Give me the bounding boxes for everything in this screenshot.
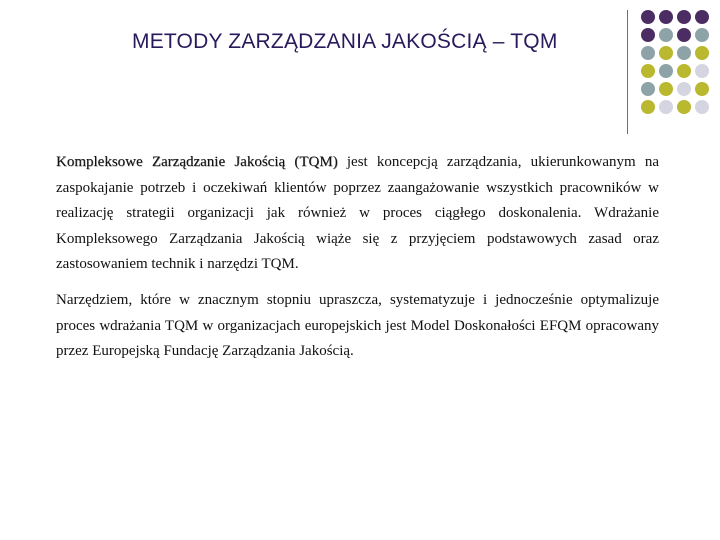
decorative-dot xyxy=(695,46,709,60)
decorative-dot-grid xyxy=(641,10,720,120)
tqm-definition-text: jest koncepcją zarządzania, ukierunkowanym na zaspokajanie potrzeb i oczekiwań klientów poprzez zaangażowanie wszystkich pracowników w realizację strategii organizacji jak również w proces ciągłego doskonalenia. Wdrażanie Kompleksowego Zarządzania Jakością wiąże się z przyjęciem podstawowych zasad oraz zastosowaniem technik i narzędzi TQM. xyxy=(56,154,660,273)
decorative-dot xyxy=(677,28,691,42)
decorative-dot xyxy=(641,46,655,60)
decorative-dot xyxy=(695,10,709,24)
decorative-dot xyxy=(695,100,709,114)
title-divider-line xyxy=(627,10,628,134)
decorative-dot xyxy=(677,100,691,114)
decorative-dot xyxy=(677,46,691,60)
decorative-dot xyxy=(659,28,673,42)
decorative-dot xyxy=(641,64,655,78)
decorative-dot xyxy=(695,64,709,78)
decorative-dot xyxy=(695,28,709,42)
decorative-dot xyxy=(677,10,691,24)
slide-body xyxy=(56,150,659,365)
decorative-dot xyxy=(641,28,655,42)
decorative-dot xyxy=(677,64,691,78)
decorative-dot xyxy=(659,100,673,114)
decorative-dot xyxy=(659,46,673,60)
slide-title: METODY ZARZĄDZANIA JAKOŚCIĄ – TQM xyxy=(132,30,558,53)
decorative-dot xyxy=(677,82,691,96)
decorative-dot xyxy=(659,64,673,78)
decorative-dot xyxy=(659,10,673,24)
tqm-term: Kompleksowe Zarządzanie Jakością (TQM) xyxy=(56,154,338,170)
decorative-dot xyxy=(641,82,655,96)
decorative-dot xyxy=(659,82,673,96)
decorative-dot xyxy=(695,82,709,96)
decorative-dot xyxy=(641,10,655,24)
paragraph-efqm-model: Narzędziem, które w znacznym stopniu upraszcza, systematyzuje i jednocześnie optymalizuje proces wdrażania TQM w organizacjach europejskich jest Model Doskonałości EFQM opracowany przez Europejską Fundację Zarządzania Jakością. xyxy=(56,291,659,360)
paragraph-tqm-definition xyxy=(56,150,659,278)
decorative-dot xyxy=(641,100,655,114)
